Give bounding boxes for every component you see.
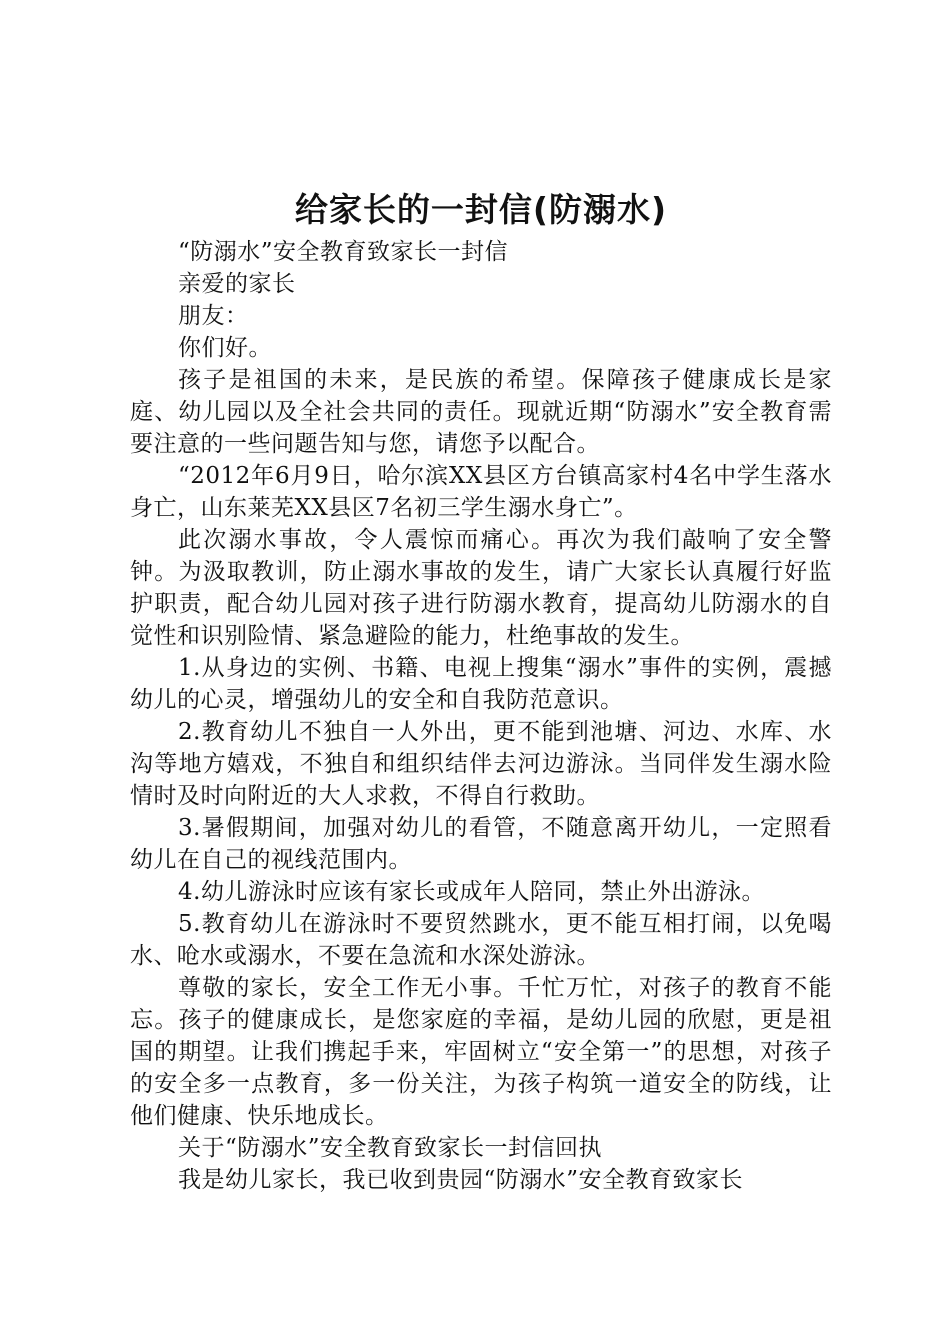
guideline-item-2: 2.教育幼儿不独自一人外出，更不能到池塘、河边、水库、水沟等地方嬉戏，不独自和组织结伴去河边游泳。当同伴发生溺水险情时及时向附近的大人求救，不得自行救助。 [130, 719, 832, 809]
closing-paragraph: 尊敬的家长，安全工作无小事。千忙万忙，对孩子的教育不能忘。孩子的健康成长，是您家庭的幸福，是幼儿园的欣慰，更是祖国的期望。让我们携起手来，牢固树立“安全第一”的思想，对孩子的安全多一点教育，多一份关注，为孩子构筑一道安全的防线，让他们健康、快乐地成长。 [130, 975, 832, 1129]
document-page [130, 186, 832, 1196]
receipt-text: 我是幼儿家长，我已收到贵园“防溺水”安全教育致家长 [178, 1167, 744, 1193]
greeting: 你们好。 [178, 335, 272, 361]
document-title: 给家长的一封信(防溺水) [294, 190, 668, 229]
incident-paragraph: “2012年6月9日，哈尔滨XX县区方台镇高家村4名中学生落水身亡，山东莱芜XX县区7名初三学生溺水身亡”。 [130, 463, 832, 521]
guideline-item-5: 5.教育幼儿在游泳时不要贸然跳水，更不能互相打闹，以免喝水、呛水或溺水，不要在急流和水深处游泳。 [130, 911, 832, 969]
guideline-item-3: 3.暑假期间，加强对幼儿的看管，不随意离开幼儿，一定照看幼儿在自己的视线范围内。 [130, 815, 832, 873]
guideline-item-4: 4.幼儿游泳时应该有家长或成年人陪同，禁止外出游泳。 [178, 879, 765, 905]
letter-subtitle: “防溺水”安全教育致家长一封信 [178, 239, 509, 265]
salutation-line-1: 亲爱的家长 [178, 271, 296, 297]
guideline-item-1: 1.从身边的实例、书籍、电视上搜集“溺水”事件的实例，震撼幼儿的心灵，增强幼儿的安全和自我防范意识。 [130, 655, 832, 713]
salutation-line-2: 朋友： [178, 303, 249, 329]
intro-paragraph: 孩子是祖国的未来，是民族的希望。保障孩子健康成长是家庭、幼儿园以及全社会共同的责任。现就近期“防溺水”安全教育需要注意的一些问题告知与您，请您予以配合。 [130, 367, 832, 457]
warning-paragraph: 此次溺水事故，令人震惊而痛心。再次为我们敲响了安全警钟。为汲取教训，防止溺水事故的发生，请广大家长认真履行好监护职责，配合幼儿园对孩子进行防溺水教育，提高幼儿防溺水的自觉性和识别险情、紧急避险的能力，杜绝事故的发生。 [130, 527, 832, 649]
receipt-heading: 关于“防溺水”安全教育致家长一封信回执 [178, 1135, 603, 1161]
